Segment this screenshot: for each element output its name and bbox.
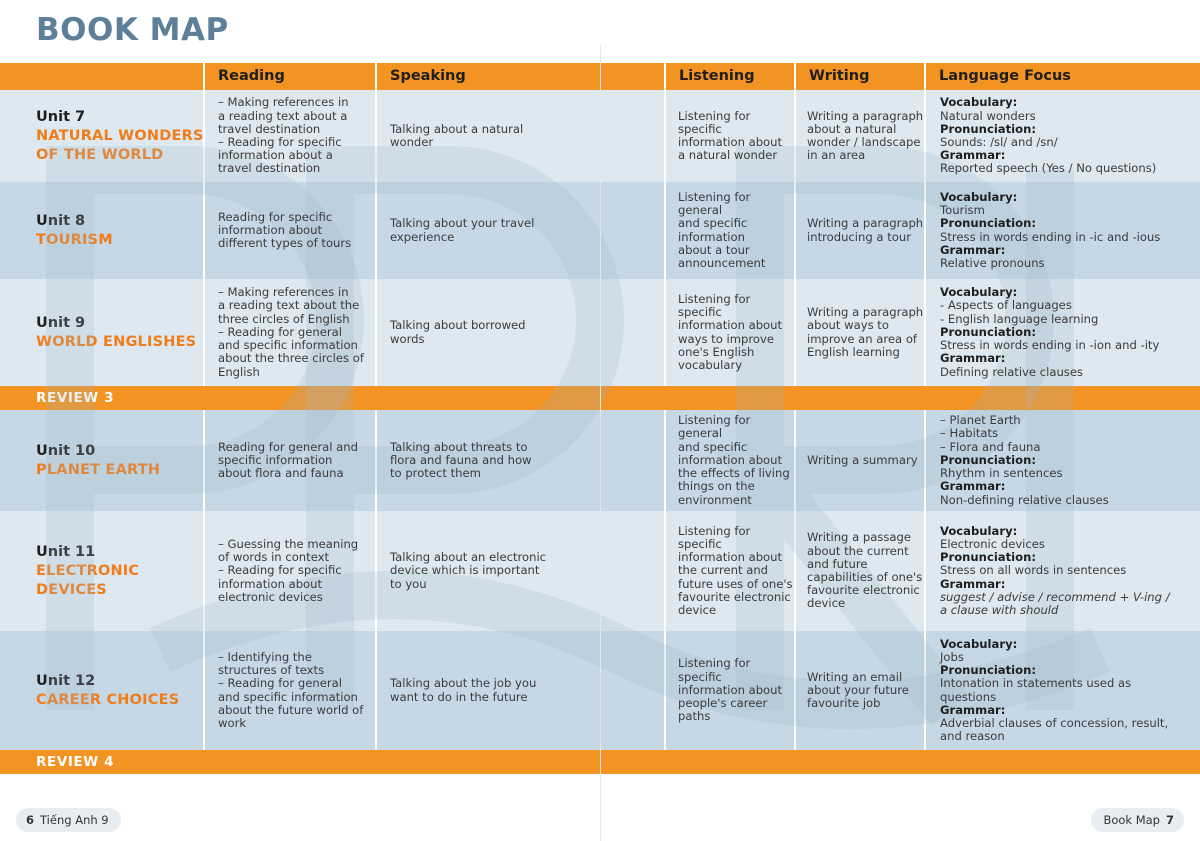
reading-cell: – Guessing the meaning of words in context – Reading for specific information about electronic devices [218, 536, 359, 604]
language-focus-cell [940, 90, 1190, 182]
vocabulary-heading: Vocabulary: [940, 523, 1018, 538]
header-writing: Writing [809, 68, 870, 84]
pronunciation-heading: Pronunciation: [940, 550, 1036, 565]
pronunciation-text: Rhythm in sentences [940, 466, 1063, 481]
grammar-text: Relative pronouns [940, 255, 1045, 270]
vocabulary-heading: Vocabulary: [940, 95, 1018, 110]
grammar-heading: Grammar: [940, 242, 1006, 257]
vocabulary-text: Natural wonders [940, 108, 1036, 123]
unit-heading [36, 631, 204, 750]
writing-cell: Writing a paragraph about a natural wonder / landscape in an area [807, 108, 924, 163]
listening-cell: Listening for specific information about ways to improve one's English vocabulary [678, 291, 783, 372]
header-language-focus: Language Focus [939, 68, 1071, 84]
pronunciation-text: Stress on all words in sentences [940, 563, 1127, 578]
listening-cell: Listening for specific information about a natural wonder [678, 108, 783, 163]
language-focus-cell [940, 511, 1190, 631]
vocabulary-heading: Vocabulary: [940, 189, 1018, 204]
writing-cell: Writing a paragraph about ways to improve an area of English learning [807, 305, 924, 359]
language-focus-cell [940, 410, 1190, 511]
unit-heading [36, 90, 204, 182]
unit-label: Unit 9 [36, 315, 86, 331]
vocabulary-text: - Aspects of languages - English language learning [940, 298, 1099, 326]
speaking-cell: Talking about threats to flora and fauna and how to protect them [390, 439, 532, 481]
vocabulary-text: Tourism [940, 203, 985, 218]
reading-cell: – Making references in a reading text about the three circles of English – Reading for general and specific information about the three circles of English [218, 285, 364, 379]
speaking-cell: Talking about borrowed words [390, 318, 526, 346]
page-number-left: 6 [26, 813, 35, 827]
listening-cell: Listening for general and specific information about a tour announcement [678, 189, 766, 270]
language-focus-cell [940, 182, 1190, 279]
page-gutter [600, 45, 601, 841]
pronunciation-text: Sounds: /sl/ and /sn/ [940, 135, 1058, 149]
pronunciation-heading: Pronunciation: [940, 663, 1036, 678]
speaking-cell: Talking about an electronic device which is important to you [390, 550, 547, 591]
listening-cell: Listening for specific information about the current and future uses of one's favourite electronic device [678, 523, 793, 617]
writing-cell: Writing a summary [807, 452, 918, 467]
unit-label: Unit 7 [36, 109, 86, 125]
pronunciation-heading: Pronunciation: [940, 452, 1036, 467]
vocabulary-text: Electronic devices [940, 536, 1045, 551]
vocabulary-heading: Vocabulary: [940, 636, 1018, 651]
language-focus-cell [940, 631, 1190, 750]
listening-cell: Listening for general and specific information about the effects of living things on the environment [678, 413, 790, 507]
unit-name: PLANET EARTH [36, 462, 161, 478]
reading-cell: Reading for general and specific information about flora and fauna [218, 439, 358, 481]
grammar-heading: Grammar: [940, 479, 1006, 494]
grammar-heading: Grammar: [940, 351, 1006, 366]
pronunciation-text: Stress in words ending in -ic and -ious [940, 229, 1161, 244]
pronunciation-heading: Pronunciation: [940, 121, 1036, 136]
speaking-cell: Talking about your travel experience [390, 216, 535, 244]
writing-cell: Writing a passage about the current and future capabilities of one's favourite electronic device [807, 530, 923, 611]
page-title: BOOK MAP [36, 12, 229, 48]
grammar-text: Non-defining relative clauses [940, 492, 1109, 507]
book-title: Tiếng Anh 9 [40, 813, 109, 827]
section-title: Book Map [1103, 813, 1160, 827]
unit-label: Unit 11 [36, 544, 96, 560]
unit-label: Unit 10 [36, 443, 96, 459]
grammar-text: suggest / advise / recommend + V-ing / a clause with should [940, 589, 1170, 617]
listening-cell: Listening for specific information about people's career paths [678, 656, 783, 724]
footer-right-badge [1091, 808, 1184, 832]
header-speaking: Speaking [390, 68, 466, 84]
footer-left-badge [16, 808, 121, 832]
unit-label: Unit 8 [36, 213, 86, 229]
unit-heading [36, 410, 204, 511]
review-label: REVIEW 3 [36, 390, 115, 406]
reading-cell: – Identifying the structures of texts – Reading for general and specific information about the future world of work [218, 649, 364, 730]
review-label: REVIEW 4 [36, 754, 115, 770]
unit-name: CAREER CHOICES [36, 692, 180, 708]
speaking-cell: Talking about a natural wonder [390, 121, 524, 149]
header-listening: Listening [679, 68, 755, 84]
grammar-text: Defining relative clauses [940, 364, 1084, 379]
unit-label: Unit 12 [36, 673, 96, 689]
unit-name: WORLD ENGLISHES [36, 334, 197, 350]
unit-heading [36, 279, 204, 386]
grammar-text: Reported speech (Yes / No questions) [940, 161, 1157, 176]
unit-name: NATURAL WONDERS OF THE WORLD [36, 128, 204, 163]
grammar-text: Adverbial clauses of concession, result, and reason [940, 715, 1169, 744]
unit-name: TOURISM [36, 232, 113, 248]
unit-heading [36, 182, 204, 279]
page-number-right: 7 [1165, 813, 1174, 827]
writing-cell: Writing a paragraph introducing a tour [807, 216, 924, 244]
unit-heading [36, 511, 204, 631]
unit-name: ELECTRONIC DEVICES [36, 563, 140, 598]
vocabulary-heading: Vocabulary: [940, 285, 1018, 300]
header-reading: Reading [218, 68, 285, 84]
pronunciation-heading: Pronunciation: [940, 216, 1036, 231]
pronunciation-heading: Pronunciation: [940, 324, 1036, 339]
grammar-heading: Grammar: [940, 148, 1006, 163]
vocabulary-text: – Planet Earth – Habitats – Flora and fauna [940, 413, 1041, 454]
pronunciation-text: Intonation in statements used as questions [940, 676, 1132, 704]
grammar-heading: Grammar: [940, 576, 1006, 591]
reading-cell: – Making references in a reading text about a travel destination – Reading for specific information about a travel destination [218, 95, 349, 176]
reading-cell: Reading for specific information about different types of tours [218, 209, 352, 251]
speaking-cell: Talking about the job you want to do in the future [390, 676, 537, 704]
grammar-heading: Grammar: [940, 702, 1006, 717]
pronunciation-text: Stress in words ending in -ion and -ity [940, 338, 1160, 353]
language-focus-cell [940, 279, 1190, 386]
vocabulary-text: Jobs [940, 649, 964, 664]
writing-cell: Writing an email about your future favourite job [807, 669, 909, 711]
